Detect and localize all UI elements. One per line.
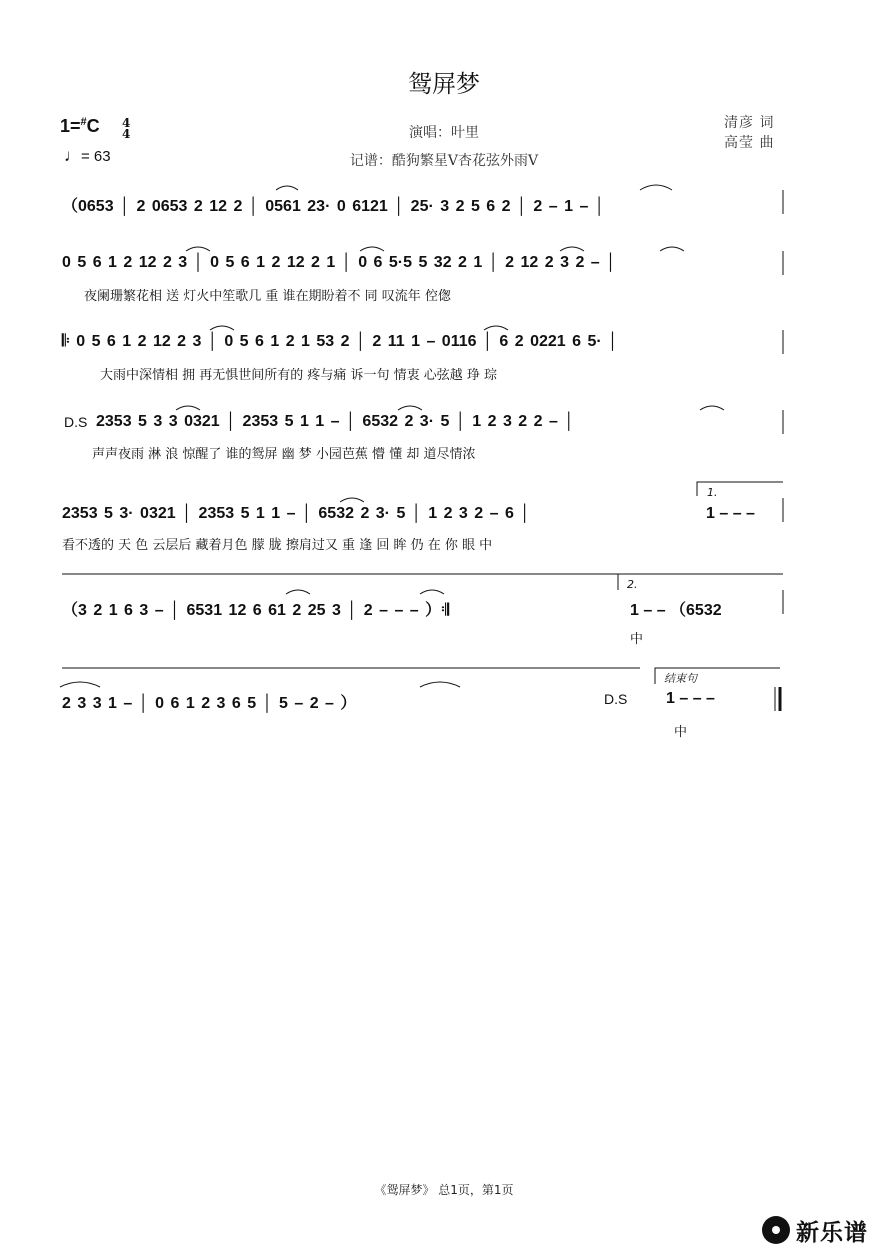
lyricist-credit: 清彦 词: [724, 115, 775, 131]
transcriber-credit: 记谱：酷狗繁星V杏花弦外雨V: [349, 153, 539, 169]
score-line-1: （0653 │ 2 0653 2 12 2 │ 0561 23· 0 6121 │ 25· 3 2 5 6 2 │ 2 – 1 – │: [62, 198, 605, 215]
score-line-3: 𝄆 0 5 6 1 2 12 2 3 │ 0 5 6 1 2 1 53 2 │ 2 11 1 – 0116 │ 6 2 0221 6 5· │: [62, 333, 619, 350]
lyrics-line-6: 中: [630, 632, 644, 647]
key-note: C: [86, 116, 100, 136]
composer-credit: 高莹 曲: [724, 135, 775, 151]
lyrics-line-5: 看不透的 天 色 云层后 藏着月色 朦 胧 擦肩过又 重 逢 回 眸 仍 在 你 眼 中: [62, 538, 493, 553]
score-line-5-ending: 1 – – –: [706, 505, 755, 522]
tempo-value: = 63: [81, 148, 111, 165]
singer-credit: 演唱：叶里: [409, 125, 479, 141]
lyrics-line-7: 中: [674, 725, 688, 740]
record-logo-icon: [762, 1216, 790, 1244]
dal-segno-marker-2: D.S: [604, 691, 628, 707]
lyrics-line-4: 声声夜雨 淋 浪 惊醒了 谁的鸳屏 幽 梦 小园芭蕉 懵 懂 却 道尽情浓: [92, 447, 476, 462]
time-bottom: 4: [122, 127, 131, 141]
song-title: 鸳屏梦: [408, 70, 480, 98]
quarter-note-icon: ♩: [64, 146, 81, 165]
lyrics-line-3: 大雨中深情相 拥 再无惧世间所有的 疼与痛 诉一句 情衷 心弦越 琤 琮: [100, 368, 498, 383]
key-sharp: #: [80, 116, 87, 128]
lyrics-line-2: 夜阑珊繁花相 送 灯火中笙歌几 重 谁在期盼着不 同 叹流年 倥偬: [84, 289, 451, 304]
dal-segno-marker: D.S: [64, 414, 88, 430]
score-line-4: 2353 5 3 3 0321 │ 2353 5 1 1 – │ 6532 2 3· 5 │ 1 2 3 2 2 – │: [96, 413, 575, 430]
score-line-5: 2353 5 3· 0321 │ 2353 5 1 1 – │ 6532 2 3· 5 │ 1 2 3 2 – 6 │: [62, 505, 531, 522]
time-top: 4: [122, 116, 131, 130]
score-line-6-ending: 1 – – （6532: [630, 602, 722, 619]
volta-2-label: 2.: [627, 578, 638, 591]
score-line-6: （3 2 1 6 3 – │ 6531 12 6 61 2 25 3 │ 2 – – – ）𝄇: [62, 602, 449, 619]
coda-label: 结束句: [664, 672, 697, 685]
key-prefix: 1=: [60, 116, 81, 136]
volta-1-label: 1.: [707, 486, 718, 499]
score-line-2: 0 5 6 1 2 12 2 3 │ 0 5 6 1 2 12 2 1 │ 0 6 5·5 5 32 2 1 │ 2 12 2 3 2 – │: [62, 254, 617, 271]
site-logo-text: 新乐谱: [796, 1220, 868, 1246]
score-line-7: 2 3 3 1 – │ 0 6 1 2 3 6 5 │ 5 – 2 – ）: [62, 695, 357, 712]
score-line-7-ending: 1 – – –: [666, 690, 715, 707]
page-footer: 《鸳屏梦》 总1页，第1页: [374, 1183, 514, 1197]
